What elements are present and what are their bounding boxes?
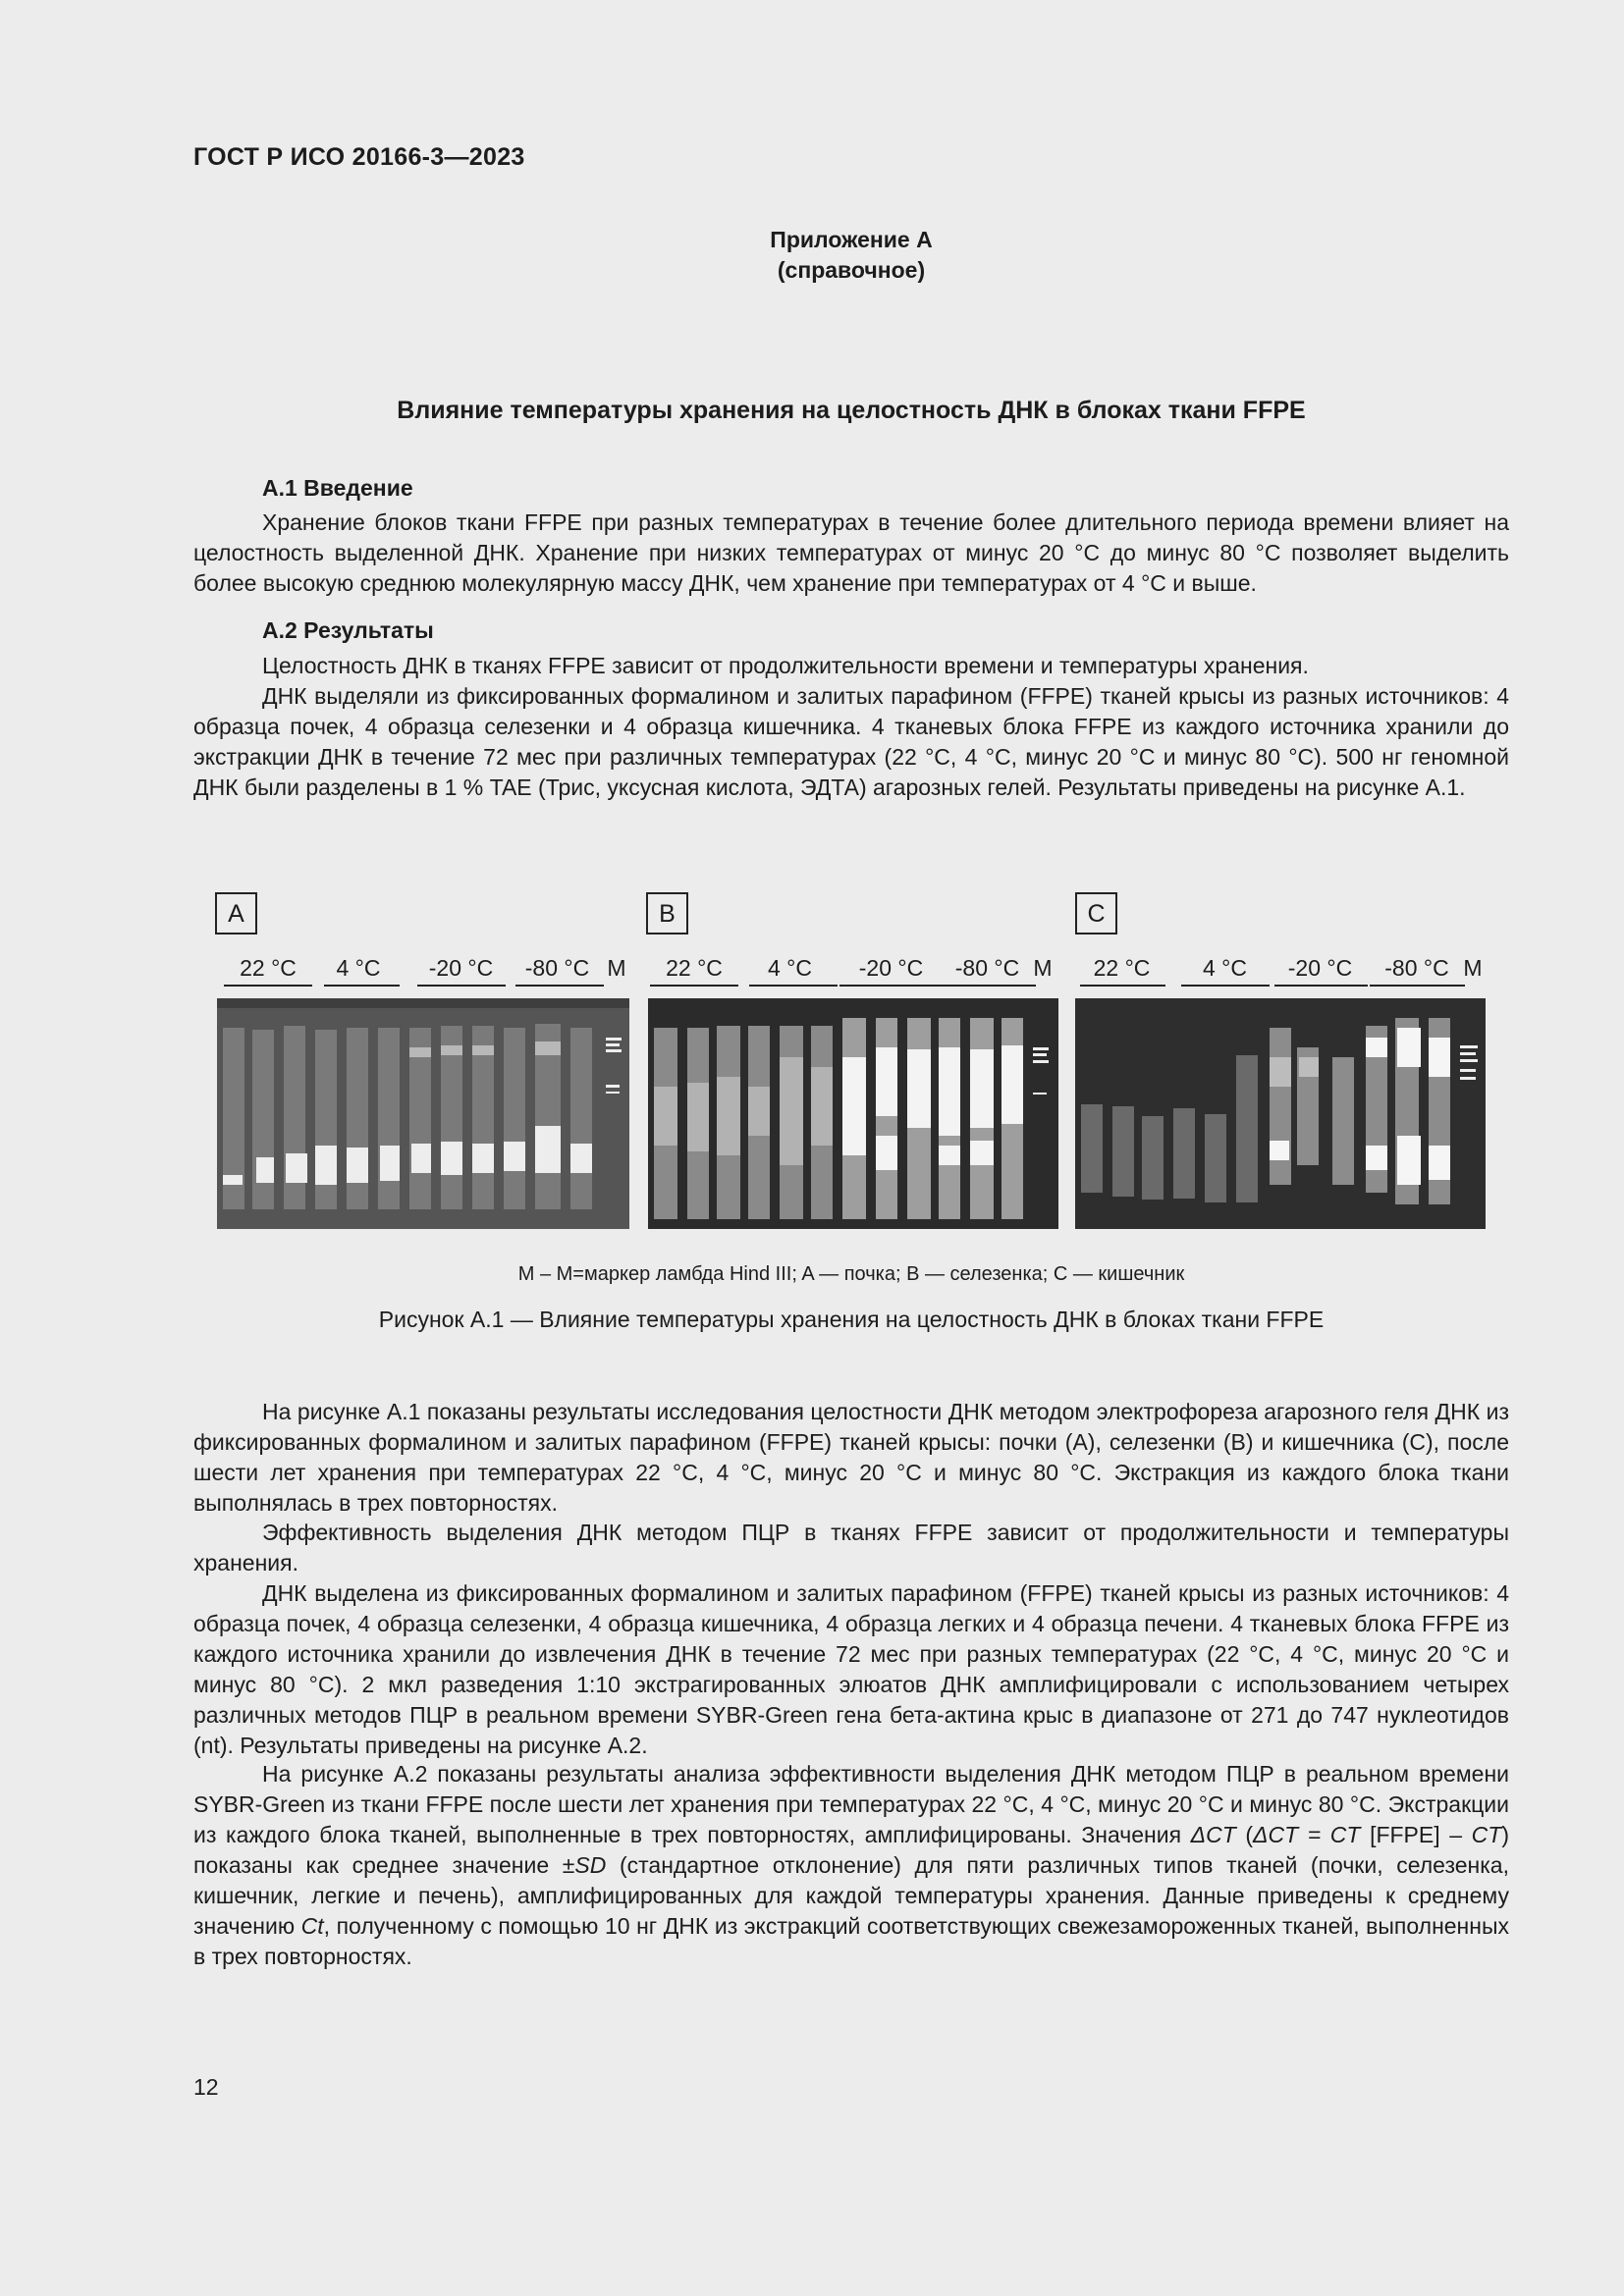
panel-a-underline-4 xyxy=(324,985,400,987)
standard-number: ГОСТ Р ИСО 20166-3—2023 xyxy=(193,143,525,171)
p4-text-b: ( xyxy=(1235,1822,1254,1847)
panel-c-underline-minus20 xyxy=(1274,985,1368,987)
panel-a-marker-label: M xyxy=(607,955,626,981)
panel-b-underline-minus80 xyxy=(938,985,1036,987)
panel-a-temp-minus20: -20 °C xyxy=(428,955,494,981)
annex-title: Влияние температуры хранения на целостность ДНК в блоках ткани FFPE xyxy=(397,397,1306,424)
panel-c-underline-4 xyxy=(1181,985,1270,987)
p4-delta-ct: ΔCT xyxy=(1190,1822,1236,1847)
body-paragraph-2: Эффективность выделения ДНК методом ПЦР в тканях FFPE зависит от продолжительности и температуры хранения. xyxy=(193,1520,1509,1575)
figure-caption: Рисунок А.1 — Влияние температуры хранения на целостность ДНК в блоках ткани FFPE xyxy=(378,1307,1325,1332)
page-number: 12 xyxy=(193,2074,219,2100)
panel-a-letter: A xyxy=(215,892,257,934)
panel-a-underline-minus80 xyxy=(515,985,604,987)
panel-a-underline-minus20 xyxy=(417,985,506,987)
panel-b-marker-label: M xyxy=(1033,955,1053,981)
figure-legend: M – M=маркер ламбда Hind III; A — почка; B — селезенка; C — кишечник xyxy=(517,1263,1185,1285)
body-paragraph-3: ДНК выделена из фиксированных формалином и залитых парафином (FFPE) тканей крысы из разных источников: 4 образца почек, 4 образца селезенки, 4 образца кишечника, 4 образца легких и 4 образца печени. 4 тканевых блока FFPE из каждого источника хранили до извлечения ДНК в течение 72 мес при разных температурах (22 °С, 4 °С, минус 20 °С и минус 80 °С). 2 мкл разведения 1:10 экстрагированных элюатов ДНК амплифицировали с использованием четырех различных методов ПЦР в реальном времени SYBR-Green гена бета-актина крыс в диапазоне от 271 до 747 нуклеотидов (nt). Результаты приведены на рисунке А.2. xyxy=(193,1580,1509,1758)
panel-a-underline-22 xyxy=(224,985,312,987)
p4-text-f: , полученному с помощью 10 нг ДНК из экстракций соответствующих свежезамороженных тканей, выполненных в трех повторностях. xyxy=(193,1913,1509,1969)
panel-c-temp-4: 4 °C xyxy=(1203,955,1247,981)
section-a2-paragraph-2: ДНК выделяли из фиксированных формалином и залитых парафином (FFPE) тканей крысы из разных источников: 4 образца почек, 4 образца селезенки и 4 образца кишечника. 4 тканевых блока FFPE из каждого источника хранили до экстракции ДНК в течение 72 мес при различных температурах (22 °С, 4 °С, минус 20 °С и минус 80 °С). 500 нг геномной ДНК были разделены в 1 % TAE (Трис, уксусная кислота, ЭДТА) агарозных гелей. Результаты приведены на рисунке А.1. xyxy=(193,683,1509,800)
panel-b-underline-4 xyxy=(749,985,838,987)
panel-c-letter: C xyxy=(1075,892,1117,934)
panel-b-underline-minus20 xyxy=(839,985,940,987)
panel-b-temp-minus80: -80 °C xyxy=(954,955,1020,981)
p4-text-c: [FFPE] – xyxy=(1360,1822,1472,1847)
body-paragraph-1: На рисунке А.1 показаны результаты исследования целостности ДНК методом электрофореза агарозного геля ДНК из фиксированных формалином и залитых парафином (FFPE) тканей крысы: почки (А), селезенки (В) и кишечника (С), после шести лет хранения при температурах 22 °С, 4 °С, минус 20 °С и минус 80 °С. Экстракция из каждого блока ткани выполнялась в трех повторностях. xyxy=(193,1399,1509,1516)
panel-c-underline-minus80 xyxy=(1370,985,1465,987)
p4-delta-ct-formula: ΔCT = CT xyxy=(1253,1822,1361,1847)
section-a2-paragraph-1: Целостность ДНК в тканях FFPE зависит от продолжительности времени и температуры хранения. xyxy=(262,653,1309,678)
panel-b-temp-22: 22 °C xyxy=(666,955,723,981)
section-a1-paragraph: Хранение блоков ткани FFPE при разных температурах в течение более длительного периода времени влияет на целостность выделенной ДНК. Хранение при низких температурах от минус 20 °С до минус 80 °С позволяет выделить более высокую среднюю молекулярную массу ДНК, чем хранение при температурах от 4 °С и выше. xyxy=(193,509,1509,596)
gel-image-panel-c xyxy=(1075,998,1486,1229)
appendix-subtitle: (справочное) xyxy=(777,257,926,283)
p4-ct-2: Ct xyxy=(300,1913,324,1939)
p4-text-d: ) показаны как среднее значение ± xyxy=(193,1822,1509,1878)
panel-c-temp-minus20: -20 °C xyxy=(1287,955,1353,981)
panel-b-letter: B xyxy=(646,892,688,934)
panel-c-temp-22: 22 °C xyxy=(1093,955,1151,981)
figure-a1 xyxy=(211,888,1488,1232)
panel-b-temp-minus20: -20 °C xyxy=(858,955,924,981)
panel-c-underline-22 xyxy=(1080,985,1165,987)
panel-a-temp-minus80: -80 °C xyxy=(524,955,590,981)
panel-b-underline-22 xyxy=(650,985,738,987)
panel-c-marker-label: M xyxy=(1463,955,1483,981)
p4-sd: SD xyxy=(574,1852,607,1878)
panel-a-temp-4: 4 °C xyxy=(336,955,381,981)
p4-text-a: На рисунке А.2 показаны результаты анализа эффективности выделения ДНК методом ПЦР в реальном времени SYBR-Green из ткани FFPE после шести лет хранения при температурах 22 °С, 4 °С, минус 20 °С и минус 80 °С. Экстракции из каждого блока тканей, выполненные в трех повторностях, амплифицированы. Значения xyxy=(193,1761,1509,1847)
p4-ct: CT xyxy=(1471,1822,1502,1847)
panel-b-temp-4: 4 °C xyxy=(768,955,812,981)
gel-image-panel-b xyxy=(648,998,1058,1229)
p4-text-e: (стандартное отклонение) для пяти различных типов тканей (почки, селезенка, кишечник, легкие и печень), амплифицированных для каждой температуры хранения. Данные приведены к среднему значению xyxy=(193,1852,1509,1939)
gel-image-panel-a xyxy=(217,998,629,1229)
panel-c-temp-minus80: -80 °C xyxy=(1384,955,1449,981)
panel-a-temp-22: 22 °C xyxy=(240,955,297,981)
section-a2-heading: А.2 Результаты xyxy=(262,617,434,643)
appendix-title: Приложение А xyxy=(770,227,933,252)
body-paragraph-4 xyxy=(193,1759,1509,1972)
section-a1-heading: А.1 Введение xyxy=(262,475,413,501)
